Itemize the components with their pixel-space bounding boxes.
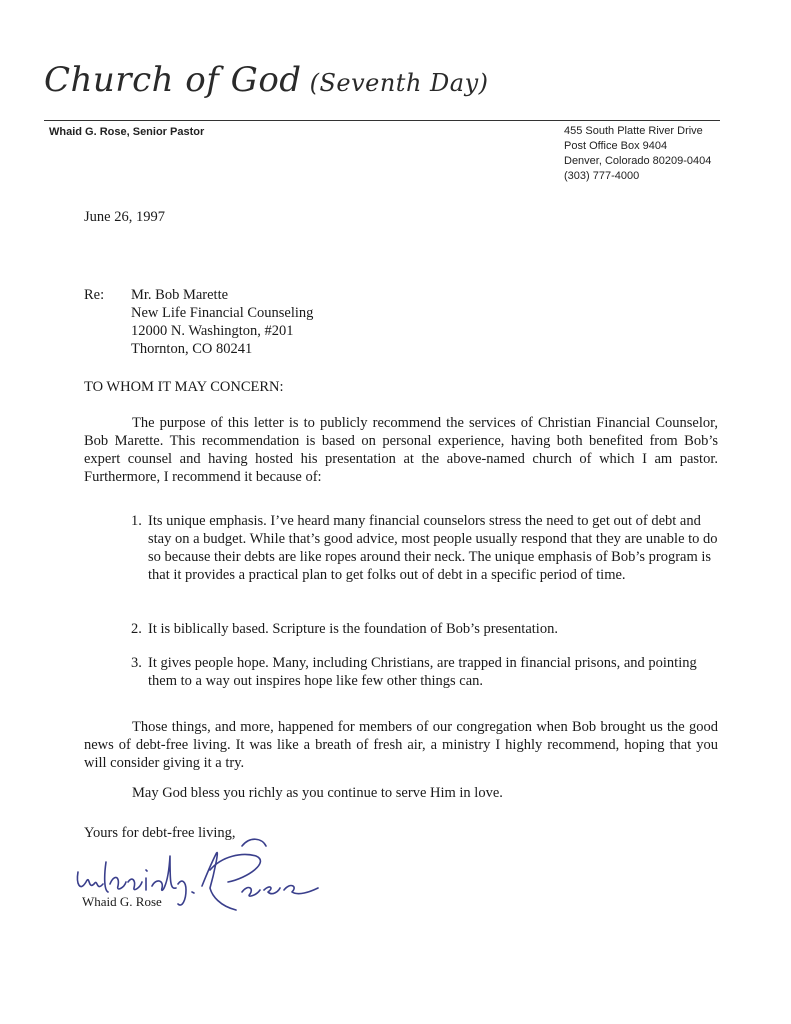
phone-number: (303) 777-4000 bbox=[564, 170, 640, 182]
list-text: It gives people hope. Many, including Christians, are trapped in financial prisons, and pointing them to a way out inspires hope like few other things can. bbox=[148, 655, 697, 689]
list-item bbox=[131, 620, 721, 638]
address-line: 455 South Platte River Drive bbox=[564, 125, 703, 137]
list-number: 1. bbox=[131, 513, 142, 529]
list-text: It is biblically based. Scripture is the foundation of Bob’s presentation. bbox=[148, 621, 558, 637]
list-item bbox=[131, 512, 721, 584]
body-paragraph-1: The purpose of this letter is to publicly recommend the services of Christian Financial Counselor, Bob Marette. This recommendation is based on personal experience, having both benefited from Bob’s expert counsel and having hosted his presentation at the above-named church of which I am pastor. Furthermore, I recommend it because of: bbox=[84, 415, 718, 485]
letter-date: June 26, 1997 bbox=[84, 209, 165, 225]
salutation: TO WHOM IT MAY CONCERN: bbox=[84, 379, 284, 395]
list-number: 3. bbox=[131, 655, 142, 671]
recipient-org: New Life Financial Counseling bbox=[131, 305, 314, 321]
body-paragraph-2: Those things, and more, happened for members of our congregation when Bob brought us the good news of debt-free living. It was like a breath of fresh air, a ministry I highly recommend, hoping that you will consider giving it a try. bbox=[84, 719, 718, 771]
address-line: Post Office Box 9404 bbox=[564, 140, 668, 152]
list-item bbox=[131, 654, 721, 690]
pastor-line: Whaid G. Rose, Senior Pastor bbox=[49, 126, 205, 138]
closing: Yours for debt-free living, bbox=[84, 825, 236, 841]
recipient-name: Mr. Bob Marette bbox=[131, 287, 229, 303]
recipient-city: Thornton, CO 80241 bbox=[131, 341, 253, 357]
church-masthead bbox=[44, 60, 489, 100]
recipient-street: 12000 N. Washington, #201 bbox=[131, 323, 294, 339]
church-subtitle: (Seventh Day) bbox=[309, 69, 489, 97]
letterhead-rule bbox=[44, 120, 720, 121]
church-address bbox=[564, 124, 711, 184]
list-text: Its unique emphasis. I’ve heard many financial counselors stress the need to get out of debt and stay on a budget. While that’s good advice, most people usually respond that they are unable to do so because their debts are like ropes around their neck. The unique emphasis of Bob’s program is that it provides a practical plan to get folks out of debt in a specific period of time. bbox=[148, 513, 718, 583]
list-number: 2. bbox=[131, 621, 142, 637]
signer-name: Whaid G. Rose bbox=[82, 894, 162, 909]
recipient-block bbox=[131, 286, 313, 358]
re-label: Re: bbox=[84, 287, 105, 303]
body-paragraph-3: May God bless you richly as you continue to serve Him in love. bbox=[132, 785, 503, 801]
address-line: Denver, Colorado 80209-0404 bbox=[564, 155, 712, 167]
church-name: Church of God bbox=[44, 60, 302, 100]
